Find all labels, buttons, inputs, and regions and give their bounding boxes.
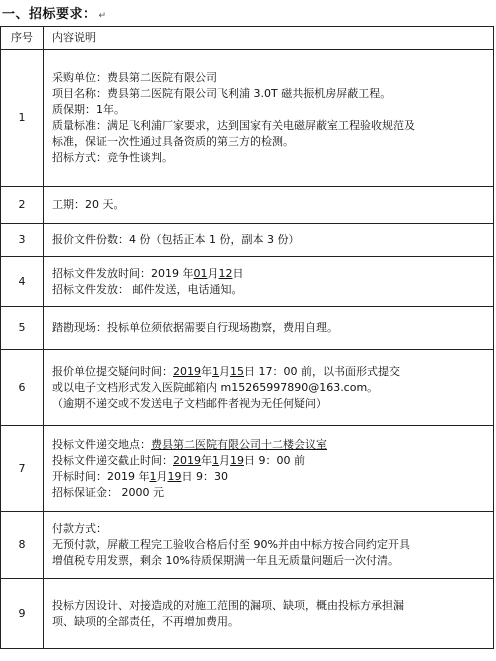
row-content bbox=[44, 307, 494, 350]
requirements-table bbox=[0, 26, 494, 649]
submit-day: 19 bbox=[230, 453, 244, 467]
row-content bbox=[44, 187, 494, 224]
content-line: 工期：20 天。 bbox=[52, 198, 125, 211]
row-content bbox=[44, 579, 494, 649]
open-month-suffix: 月 bbox=[156, 469, 168, 483]
row-content bbox=[44, 50, 494, 187]
section-title-text: 一、招标要求： bbox=[2, 7, 97, 22]
content-line: 或以电子文档形式发入医院邮箱内 m15265997890@163.com。 bbox=[52, 380, 379, 394]
table-row bbox=[1, 224, 494, 257]
content-line: （逾期不递交或不发送电子文档邮件者视为无任何疑问） bbox=[52, 396, 327, 410]
content-line: 项目名称：费县第二医院有限公司飞利浦 3.0T 磁共振机房屏蔽工程。 bbox=[52, 87, 392, 100]
content-line: 踏勘现场：投标单位须依据需要自行现场勘察，费用自理。 bbox=[52, 321, 338, 334]
content-line: 投标方因设计、对接造成的对施工范围的漏项、缺项，概由投标方承担漏 bbox=[52, 598, 404, 612]
submit-day-suffix: 日 9：00 前 bbox=[244, 453, 305, 467]
row-number: 6 bbox=[1, 350, 44, 426]
inquiry-time-line bbox=[52, 364, 485, 380]
table-header-row bbox=[1, 27, 494, 50]
row-number: 9 bbox=[1, 579, 44, 649]
open-day: 19 bbox=[167, 469, 182, 483]
deposit-line: 招标保证金： 2000 元 bbox=[52, 485, 164, 499]
row-content bbox=[44, 512, 494, 579]
table-row bbox=[1, 307, 494, 350]
submit-place: 费县第二医院有限公司十二楼会议室 bbox=[151, 437, 327, 451]
content-line: 采购单位：费县第二医院有限公司 bbox=[52, 71, 217, 84]
table-row bbox=[1, 512, 494, 579]
header-content: 内容说明 bbox=[44, 27, 494, 50]
submit-month: 1 bbox=[212, 453, 219, 467]
inquiry-day: 15 bbox=[230, 364, 244, 378]
content-line: 无预付款，屏蔽工程完工验收合格后付至 90%并由中标方按合同约定开具 bbox=[52, 538, 410, 551]
issue-day: 12 bbox=[218, 266, 233, 280]
table-row bbox=[1, 426, 494, 512]
inquiry-month: 1 bbox=[212, 364, 219, 378]
open-label: 开标时间：2019 年 bbox=[52, 469, 150, 483]
inquiry-label: 报价单位提交疑问时间： bbox=[52, 364, 173, 378]
row-content bbox=[44, 350, 494, 426]
row-number: 1 bbox=[1, 50, 44, 187]
table-row bbox=[1, 187, 494, 224]
paragraph-mark: ↵ bbox=[98, 11, 107, 21]
row-number: 4 bbox=[1, 257, 44, 307]
content-line: 质保期：1年。 bbox=[52, 103, 125, 116]
row-number: 8 bbox=[1, 512, 44, 579]
issue-time-label: 招标文件发放时间：2019 年 bbox=[52, 266, 194, 280]
submit-year: 2019 bbox=[173, 453, 201, 467]
submit-deadline-line bbox=[52, 453, 485, 469]
inquiry-month-suffix: 月 bbox=[219, 364, 230, 378]
section-title bbox=[2, 3, 107, 22]
row-content bbox=[44, 426, 494, 512]
content-line: 项、缺项的全部责任，不再增加费用。 bbox=[52, 614, 239, 628]
inquiry-year: 2019 bbox=[173, 364, 201, 378]
table-row bbox=[1, 50, 494, 187]
submit-label: 投标文件递交截止时间： bbox=[52, 453, 173, 467]
table-row bbox=[1, 579, 494, 649]
row-content bbox=[44, 224, 494, 257]
open-day-suffix: 日 9：30 bbox=[181, 469, 228, 483]
content-line: 标准，保证一次性通过具备资质的第三方的检测。 bbox=[52, 135, 294, 148]
inquiry-day-suffix: 日 17：00 前，以书面形式提交 bbox=[244, 364, 400, 378]
issue-day-suffix: 日 bbox=[232, 266, 244, 280]
content-line: 质量标准：满足飞利浦厂家要求，达到国家有关电磁屏蔽室工程验收规范及 bbox=[52, 119, 415, 132]
submit-place-line bbox=[52, 437, 485, 453]
issue-month: 01 bbox=[193, 266, 208, 280]
open-time-line bbox=[52, 469, 485, 485]
content-line: 付款方式： bbox=[52, 522, 107, 535]
open-month: 1 bbox=[149, 469, 157, 483]
submit-year-suffix: 年 bbox=[201, 453, 212, 467]
row-number: 5 bbox=[1, 307, 44, 350]
submit-month-suffix: 月 bbox=[219, 453, 230, 467]
table-row bbox=[1, 350, 494, 426]
row-content bbox=[44, 257, 494, 307]
issue-month-suffix: 月 bbox=[207, 266, 219, 280]
row-number: 2 bbox=[1, 187, 44, 224]
table-row bbox=[1, 257, 494, 307]
header-num: 序号 bbox=[1, 27, 44, 50]
content-line: 招标文件发放： 邮件发送，电话通知。 bbox=[52, 282, 243, 296]
issue-time-line bbox=[52, 266, 485, 282]
content-line: 报价文件份数：4 份（包括正本 1 份，副本 3 份） bbox=[52, 233, 300, 246]
inquiry-year-suffix: 年 bbox=[201, 364, 212, 378]
row-number: 7 bbox=[1, 426, 44, 512]
content-line: 增值税专用发票，剩余 10%待质保期满一年且无质量问题后一次付清。 bbox=[52, 554, 399, 567]
content-line: 招标方式：竞争性谈判。 bbox=[52, 151, 173, 164]
row-number: 3 bbox=[1, 224, 44, 257]
submit-place-label: 投标文件递交地点： bbox=[52, 437, 151, 451]
